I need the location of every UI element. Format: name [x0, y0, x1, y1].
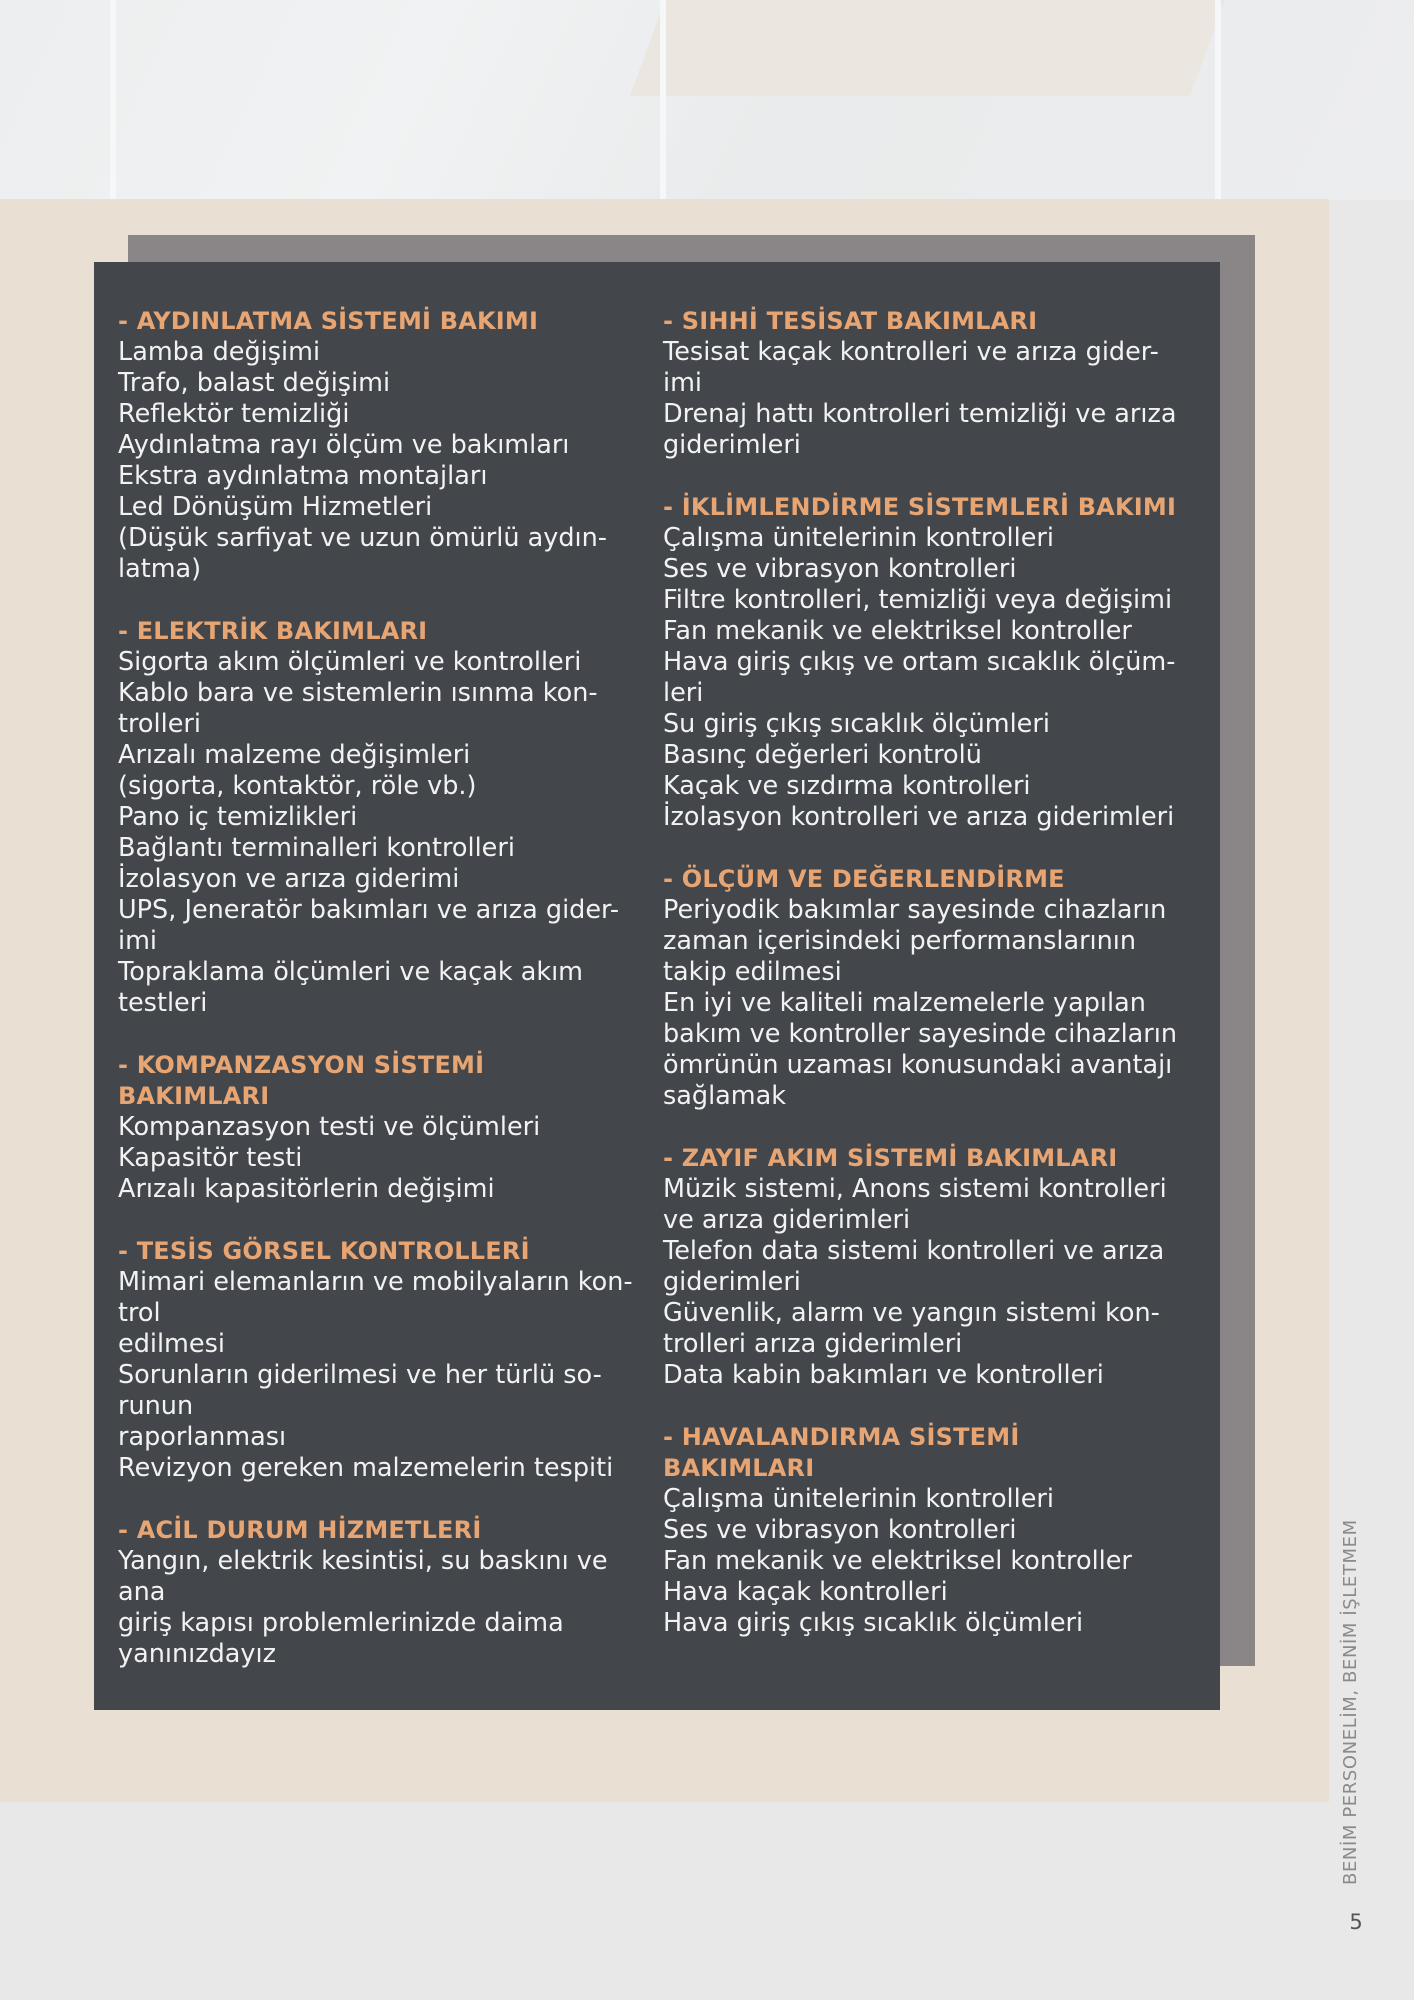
service-item: zaman içerisindeki performanslarının	[663, 926, 1137, 956]
service-item: sağlamak	[663, 1081, 787, 1111]
service-item: trolleri arıza giderimleri	[663, 1329, 963, 1359]
service-item: Revizyon gereken malzemelerin tespiti	[118, 1453, 614, 1483]
service-item: imi	[663, 368, 703, 398]
service-item: ömrünün uzaması konusundaki avantajı	[663, 1050, 1173, 1080]
service-item: Sorunların giderilmesi ve her türlü so-	[118, 1360, 602, 1390]
service-item: Tesisat kaçak kontrolleri ve arıza gider-	[663, 337, 1159, 367]
service-item: Sigorta akım ölçümleri ve kontrolleri	[118, 647, 582, 677]
service-item: Arızalı malzeme değişimleri	[118, 740, 471, 770]
service-item: imi	[118, 926, 158, 956]
service-item: Kablo bara ve sistemlerin ısınma kon-	[118, 678, 598, 708]
service-item: Lamba değişimi	[118, 337, 321, 367]
service-item: (sigorta, kontaktör, röle vb.)	[118, 771, 477, 801]
service-section	[663, 492, 1208, 833]
service-item: edilmesi	[118, 1329, 225, 1359]
service-section	[118, 1050, 643, 1205]
section-heading: BAKIMLARI	[663, 1454, 815, 1482]
service-item: ana	[118, 1577, 166, 1607]
service-section	[118, 1515, 643, 1670]
service-item: Fan mekanik ve elektriksel kontroller	[663, 616, 1132, 646]
service-item: En iyi ve kaliteli malzemelerle yapılan	[663, 988, 1146, 1018]
service-item: İzolasyon ve arıza giderimi	[118, 864, 460, 894]
service-item: (Düşük sarfiyat ve uzun ömürlü aydın-	[118, 523, 607, 553]
service-item: Kaçak ve sızdırma kontrolleri	[663, 771, 1031, 801]
service-item: Telefon data sistemi kontrolleri ve arıza	[663, 1236, 1165, 1266]
service-item: Kompanzasyon testi ve ölçümleri	[118, 1112, 541, 1142]
section-heading: - ÖLÇÜM VE DEĞERLENDİRME	[663, 865, 1065, 893]
service-item: Hava giriş çıkış sıcaklık ölçümleri	[663, 1608, 1084, 1638]
section-heading: - ZAYIF AKIM SİSTEMİ BAKIMLARI	[663, 1144, 1118, 1172]
header-photo	[0, 0, 1414, 200]
section-heading: - ACİL DURUM HİZMETLERİ	[118, 1516, 482, 1544]
service-item: Yangın, elektrik kesintisi, su baskını ve	[118, 1546, 608, 1576]
service-item: Ekstra aydınlatma montajları	[118, 461, 488, 491]
service-item: Hava giriş çıkış ve ortam sıcaklık ölçüm-	[663, 647, 1176, 677]
service-item: Topraklama ölçümleri ve kaçak akım	[118, 957, 584, 987]
section-heading: - HAVALANDIRMA SİSTEMİ	[663, 1423, 1020, 1451]
service-section	[118, 306, 643, 585]
service-item: Hava kaçak kontrolleri	[663, 1577, 948, 1607]
service-item: Çalışma ünitelerinin kontrolleri	[663, 1484, 1054, 1514]
service-item: Güvenlik, alarm ve yangın sistemi kon-	[663, 1298, 1160, 1328]
service-item: Arızalı kapasitörlerin değişimi	[118, 1174, 495, 1204]
service-section	[663, 306, 1208, 461]
service-item: Basınç değerleri kontrolü	[663, 740, 982, 770]
service-item: İzolasyon kontrolleri ve arıza giderimleri	[663, 802, 1175, 832]
service-item: testleri	[118, 988, 208, 1018]
service-item: yanınızdayız	[118, 1639, 276, 1669]
side-slogan: BENİM PERSONELİM, BENİM İŞLETMEM	[1340, 1519, 1361, 1885]
service-item: Bağlantı terminalleri kontrolleri	[118, 833, 515, 863]
service-item: latma)	[118, 554, 202, 584]
service-section	[663, 1143, 1208, 1391]
service-item: trol	[118, 1298, 161, 1328]
service-item: Data kabin bakımları ve kontrolleri	[663, 1360, 1104, 1390]
service-item: takip edilmesi	[663, 957, 842, 987]
service-item: Led Dönüşüm Hizmetleri	[118, 492, 433, 522]
service-item: bakım ve kontroller sayesinde cihazların	[663, 1019, 1178, 1049]
section-heading: - ELEKTRİK BAKIMLARI	[118, 617, 428, 645]
service-item: ve arıza giderimleri	[663, 1205, 911, 1235]
window-frame	[1215, 0, 1221, 200]
service-item: raporlanması	[118, 1422, 287, 1452]
section-heading: - KOMPANZASYON SİSTEMİ	[118, 1051, 485, 1079]
page-number: 5	[1349, 1910, 1363, 1934]
service-item: Ses ve vibrasyon kontrolleri	[663, 1515, 1017, 1545]
service-section	[663, 1422, 1208, 1639]
service-item: trolleri	[118, 709, 201, 739]
service-item: Müzik sistemi, Anons sistemi kontrolleri	[663, 1174, 1167, 1204]
service-item: Drenaj hattı kontrolleri temizliği ve arıza	[663, 399, 1177, 429]
service-section	[663, 864, 1208, 1112]
service-item: Su giriş çıkış sıcaklık ölçümleri	[663, 709, 1050, 739]
service-section	[118, 1236, 643, 1484]
service-item: Ses ve vibrasyon kontrolleri	[663, 554, 1017, 584]
service-item: giderimleri	[663, 1267, 801, 1297]
services-panel	[94, 262, 1220, 1710]
window-frame	[110, 0, 116, 200]
service-item: Filtre kontrolleri, temizliği veya değişimi	[663, 585, 1173, 615]
decorative-stripe	[630, 0, 1225, 96]
section-heading: - AYDINLATMA SİSTEMİ BAKIMI	[118, 307, 539, 335]
left-column	[118, 306, 643, 1701]
service-item: Aydınlatma rayı ölçüm ve bakımları	[118, 430, 570, 460]
service-item: giriş kapısı problemlerinizde daima	[118, 1608, 564, 1638]
section-heading: - İKLİMLENDİRME SİSTEMLERİ BAKIMI	[663, 493, 1177, 521]
service-item: Pano iç temizlikleri	[118, 802, 358, 832]
service-item: Mimari elemanların ve mobilyaların kon-	[118, 1267, 633, 1297]
service-item: runun	[118, 1391, 194, 1421]
service-section	[118, 616, 643, 1019]
service-item: Fan mekanik ve elektriksel kontroller	[663, 1546, 1132, 1576]
service-item: Periyodik bakımlar sayesinde cihazların	[663, 895, 1167, 925]
section-heading: - SIHHİ TESİSAT BAKIMLARI	[663, 307, 1038, 335]
service-item: Kapasitör testi	[118, 1143, 303, 1173]
window-frame	[660, 0, 666, 200]
service-item: UPS, Jeneratör bakımları ve arıza gider-	[118, 895, 620, 925]
section-heading: - TESİS GÖRSEL KONTROLLERİ	[118, 1237, 530, 1265]
service-item: Çalışma ünitelerinin kontrolleri	[663, 523, 1054, 553]
service-item: Reflektör temizliği	[118, 399, 350, 429]
service-item: Trafo, balast değişimi	[118, 368, 391, 398]
service-item: giderimleri	[663, 430, 801, 460]
section-heading: BAKIMLARI	[118, 1082, 270, 1110]
right-column	[663, 306, 1208, 1670]
service-item: leri	[663, 678, 704, 708]
